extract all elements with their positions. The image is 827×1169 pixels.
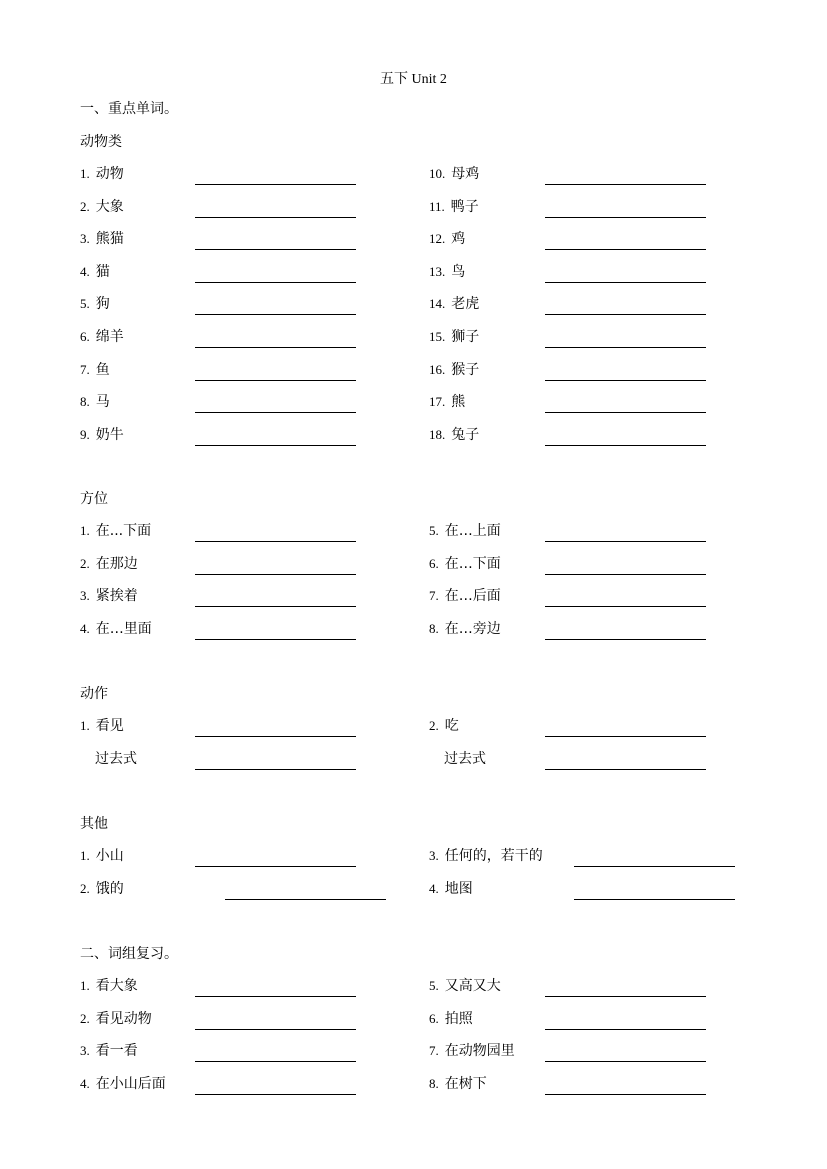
item-text: 任何的，若干的 (444, 848, 543, 864)
worksheet-item (429, 391, 465, 411)
item-number: 14. (429, 296, 446, 312)
item-number: 1. (80, 848, 90, 863)
item-number: 1. (80, 978, 90, 993)
answer-blank-line[interactable] (545, 282, 706, 283)
answer-blank-line[interactable] (545, 1029, 706, 1030)
item-number: 9. (80, 426, 90, 442)
worksheet-item (80, 520, 151, 540)
worksheet-item (429, 359, 479, 379)
item-text: 过去式 (444, 750, 486, 767)
answer-blank-line[interactable] (195, 1029, 356, 1030)
answer-blank-line[interactable] (195, 380, 356, 381)
item-text: 看见 (95, 718, 124, 734)
item-text: 在那边 (95, 555, 138, 572)
worksheet-item (429, 196, 479, 216)
answer-blank-line[interactable] (545, 380, 706, 381)
category-label-others: 其他 (80, 816, 108, 832)
item-number: 8. (429, 620, 439, 636)
item-number: 12. (429, 231, 446, 247)
category-label-actions: 动作 (80, 686, 108, 702)
worksheet-item (429, 618, 501, 638)
item-number: 2. (80, 555, 90, 571)
answer-blank-line[interactable] (545, 574, 706, 575)
section-heading-words: 一、重点单词。 (80, 101, 178, 117)
answer-blank-line[interactable] (545, 1061, 706, 1062)
answer-blank-line[interactable] (195, 314, 356, 315)
page-title: 五下 Unit 2 (380, 72, 447, 87)
item-text: 看一看 (95, 1043, 138, 1060)
item-number: 7. (80, 361, 90, 377)
item-text: 在...下面 (95, 523, 152, 539)
item-text: 兔子 (451, 426, 480, 443)
item-number: 7. (429, 1043, 439, 1059)
item-text: 鸟 (451, 263, 466, 280)
item-number: 6. (429, 555, 439, 571)
worksheet-item (429, 585, 501, 605)
worksheet-item (80, 293, 110, 313)
worksheet-item (429, 1073, 487, 1093)
worksheet-item (80, 553, 138, 573)
item-text: 在树下 (444, 1075, 487, 1092)
answer-blank-line[interactable] (225, 899, 386, 900)
answer-blank-line[interactable] (195, 412, 356, 413)
answer-blank-line[interactable] (195, 736, 356, 737)
answer-blank-line[interactable] (195, 249, 356, 250)
worksheet-item (429, 163, 479, 183)
item-number: 7. (429, 588, 439, 604)
item-number: 1. (80, 166, 90, 181)
item-text: 在…后面 (444, 588, 501, 605)
item-number: 4. (80, 263, 90, 279)
answer-blank-line[interactable] (195, 184, 356, 185)
item-text: 马 (95, 394, 110, 411)
item-text: 饿的 (95, 880, 124, 897)
item-text: 猴子 (451, 361, 480, 378)
worksheet-item (95, 748, 137, 768)
answer-blank-line[interactable] (545, 769, 706, 770)
answer-blank-line[interactable] (195, 996, 356, 997)
worksheet-item (80, 424, 124, 444)
answer-blank-line[interactable] (545, 347, 706, 348)
answer-blank-line[interactable] (195, 217, 356, 218)
worksheet-item (429, 261, 465, 281)
item-number: 15. (429, 329, 446, 344)
worksheet-item (429, 1040, 515, 1060)
worksheet-item (80, 228, 124, 248)
item-number: 8. (80, 394, 90, 410)
item-number: 2. (429, 718, 439, 733)
worksheet-item (80, 1073, 166, 1093)
worksheet-item (80, 878, 124, 898)
worksheet-item (429, 845, 543, 865)
item-number: 1. (80, 523, 90, 538)
item-text: 看大象 (95, 978, 138, 994)
category-label-animals: 动物类 (80, 134, 122, 150)
worksheet-item (429, 878, 473, 898)
item-number: 4. (80, 1075, 90, 1091)
worksheet-item (429, 293, 479, 313)
worksheet-item (444, 748, 486, 768)
worksheet-item (80, 715, 124, 735)
item-number: 13. (429, 263, 446, 279)
item-number: 5. (429, 523, 439, 538)
item-number: 6. (429, 1010, 439, 1026)
answer-blank-line[interactable] (545, 412, 706, 413)
item-text: 鱼 (95, 361, 110, 378)
item-text: 过去式 (95, 750, 137, 767)
worksheet-item (429, 975, 501, 995)
answer-blank-line[interactable] (574, 866, 735, 867)
item-text: 又高又大 (444, 978, 501, 994)
worksheet-item (80, 585, 138, 605)
item-text: 紧挨着 (95, 588, 138, 605)
item-text: 地图 (444, 880, 473, 897)
answer-blank-line[interactable] (545, 541, 706, 542)
answer-blank-line[interactable] (545, 314, 706, 315)
item-text: 动物 (95, 166, 124, 182)
worksheet-item (80, 845, 124, 865)
worksheet-item (429, 553, 501, 573)
item-text: 狗 (95, 296, 110, 313)
item-text: 在动物园里 (444, 1043, 515, 1060)
category-label-position: 方位 (80, 491, 108, 507)
answer-blank-line[interactable] (195, 1094, 356, 1095)
answer-blank-line[interactable] (545, 736, 706, 737)
item-number: 2. (80, 880, 90, 896)
item-text: 奶牛 (95, 426, 124, 443)
worksheet-item (80, 391, 110, 411)
answer-blank-line[interactable] (545, 445, 706, 446)
worksheet-item (429, 228, 465, 248)
item-number: 18. (429, 426, 446, 442)
item-number: 4. (429, 880, 439, 896)
item-text: 在…上面 (444, 523, 501, 539)
item-text: 绵羊 (95, 329, 124, 345)
item-number: 5. (80, 296, 90, 312)
answer-blank-line[interactable] (195, 866, 356, 867)
item-text: 母鸡 (451, 166, 480, 182)
item-number: 16. (429, 361, 446, 377)
item-number: 10. (429, 166, 446, 181)
item-text: 狮子 (451, 329, 480, 345)
item-text: 拍照 (444, 1010, 473, 1027)
item-text: 在小山后面 (95, 1075, 166, 1092)
worksheet-item (429, 715, 459, 735)
answer-blank-line[interactable] (545, 1094, 706, 1095)
worksheet-item (429, 326, 479, 346)
worksheet-item (429, 1008, 473, 1028)
answer-blank-line[interactable] (574, 899, 735, 900)
item-number: 3. (80, 1043, 90, 1059)
item-text: 小山 (95, 848, 124, 864)
item-text: 吃 (444, 718, 459, 734)
item-number: 5. (429, 978, 439, 993)
worksheet-item (429, 424, 479, 444)
worksheet-item (429, 520, 501, 540)
answer-blank-line[interactable] (545, 217, 706, 218)
answer-blank-line[interactable] (195, 282, 356, 283)
worksheet-item (80, 618, 152, 638)
item-text: 在…里面 (95, 620, 152, 637)
worksheet-item (80, 1040, 138, 1060)
item-text: 猫 (95, 263, 110, 280)
worksheet-item (80, 359, 110, 379)
item-text: 大象 (95, 198, 124, 215)
item-text: 鸭子 (450, 198, 479, 215)
item-number: 1. (80, 718, 90, 733)
answer-blank-line[interactable] (195, 574, 356, 575)
answer-blank-line[interactable] (195, 347, 356, 348)
section-heading-phrases: 二、词组复习。 (80, 946, 178, 962)
item-text: 鸡 (451, 231, 466, 248)
answer-blank-line[interactable] (195, 445, 356, 446)
item-number: 3. (80, 231, 90, 247)
answer-blank-line[interactable] (195, 541, 356, 542)
answer-blank-line[interactable] (545, 996, 706, 997)
answer-blank-line[interactable] (545, 639, 706, 640)
answer-blank-line[interactable] (195, 639, 356, 640)
answer-blank-line[interactable] (195, 1061, 356, 1062)
item-text: 老虎 (451, 296, 480, 313)
item-number: 3. (429, 848, 439, 863)
item-text: 在…下面 (444, 555, 501, 572)
item-number: 2. (80, 1010, 90, 1026)
item-number: 3. (80, 588, 90, 604)
item-text: 熊猫 (95, 231, 124, 248)
item-number: 11. (429, 198, 445, 214)
item-text: 看见动物 (95, 1010, 152, 1027)
answer-blank-line[interactable] (195, 606, 356, 607)
answer-blank-line[interactable] (545, 184, 706, 185)
answer-blank-line[interactable] (545, 606, 706, 607)
worksheet-item (80, 196, 124, 216)
item-text: 熊 (451, 394, 466, 411)
answer-blank-line[interactable] (545, 249, 706, 250)
item-number: 4. (80, 620, 90, 636)
item-text: 在…旁边 (444, 620, 501, 637)
worksheet-item (80, 326, 124, 346)
item-number: 6. (80, 329, 90, 344)
worksheet-item (80, 163, 124, 183)
worksheet-item (80, 261, 110, 281)
item-number: 8. (429, 1075, 439, 1091)
worksheet-item (80, 1008, 152, 1028)
item-number: 2. (80, 198, 90, 214)
item-number: 17. (429, 394, 446, 410)
answer-blank-line[interactable] (195, 769, 356, 770)
worksheet-item (80, 975, 138, 995)
